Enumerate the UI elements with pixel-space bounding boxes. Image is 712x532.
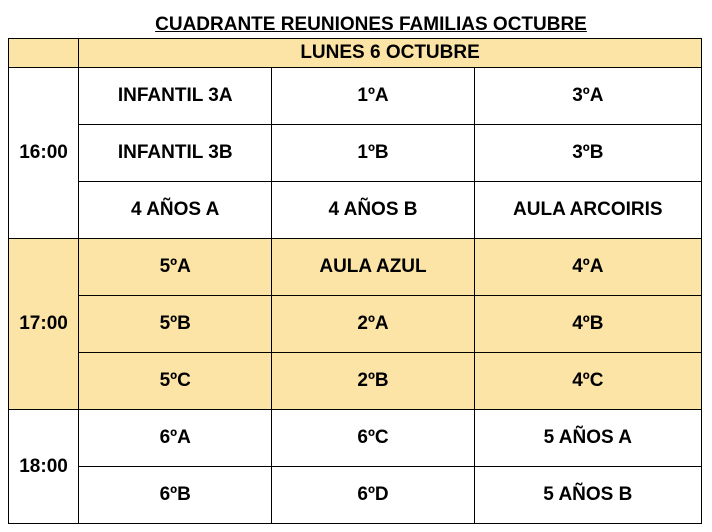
schedule-row — [9, 239, 702, 296]
class-group-cell: 6ºC — [272, 410, 474, 467]
schedule-row — [9, 296, 702, 353]
class-group-cell: 1ºA — [272, 68, 474, 125]
class-group-cell: INFANTIL 3B — [79, 125, 272, 182]
schedule-table — [8, 38, 702, 524]
class-group-cell: 4 AÑOS A — [79, 182, 272, 239]
class-group-cell: 4ºB — [474, 296, 701, 353]
schedule-row — [9, 125, 702, 182]
schedule-row — [9, 467, 702, 524]
class-group-cell: 4ºC — [474, 353, 701, 410]
header-row — [9, 39, 702, 68]
class-group-cell: 5 AÑOS A — [474, 410, 701, 467]
class-group-cell: 6ºB — [79, 467, 272, 524]
header-corner-cell — [9, 39, 79, 68]
class-group-cell: 5ºB — [79, 296, 272, 353]
day-header: LUNES 6 OCTUBRE — [79, 39, 702, 68]
class-group-cell: 2ºB — [272, 353, 474, 410]
time-slot-cell: 16:00 — [9, 68, 79, 239]
class-group-cell: 6ºA — [79, 410, 272, 467]
schedule-row — [9, 410, 702, 467]
class-group-cell: AULA ARCOIRIS — [474, 182, 701, 239]
class-group-cell: 3ºB — [474, 125, 701, 182]
time-slot-cell: 18:00 — [9, 410, 79, 524]
schedule-body — [9, 39, 702, 524]
class-group-cell: 4 AÑOS B — [272, 182, 474, 239]
class-group-cell: AULA AZUL — [272, 239, 474, 296]
class-group-cell: 3ºA — [474, 68, 701, 125]
class-group-cell: 5ºA — [79, 239, 272, 296]
class-group-cell: 5ºC — [79, 353, 272, 410]
class-group-cell: 5 AÑOS B — [474, 467, 701, 524]
class-group-cell: 2ºA — [272, 296, 474, 353]
class-group-cell: 1ºB — [272, 125, 474, 182]
class-group-cell: INFANTIL 3A — [79, 68, 272, 125]
class-group-cell: 4ºA — [474, 239, 701, 296]
schedule-row — [9, 182, 702, 239]
schedule-row — [9, 68, 702, 125]
page-title: CUADRANTE REUNIONES FAMILIAS OCTUBRE — [155, 14, 587, 35]
class-group-cell: 6ºD — [272, 467, 474, 524]
time-slot-cell: 17:00 — [9, 239, 79, 410]
schedule-row — [9, 353, 702, 410]
